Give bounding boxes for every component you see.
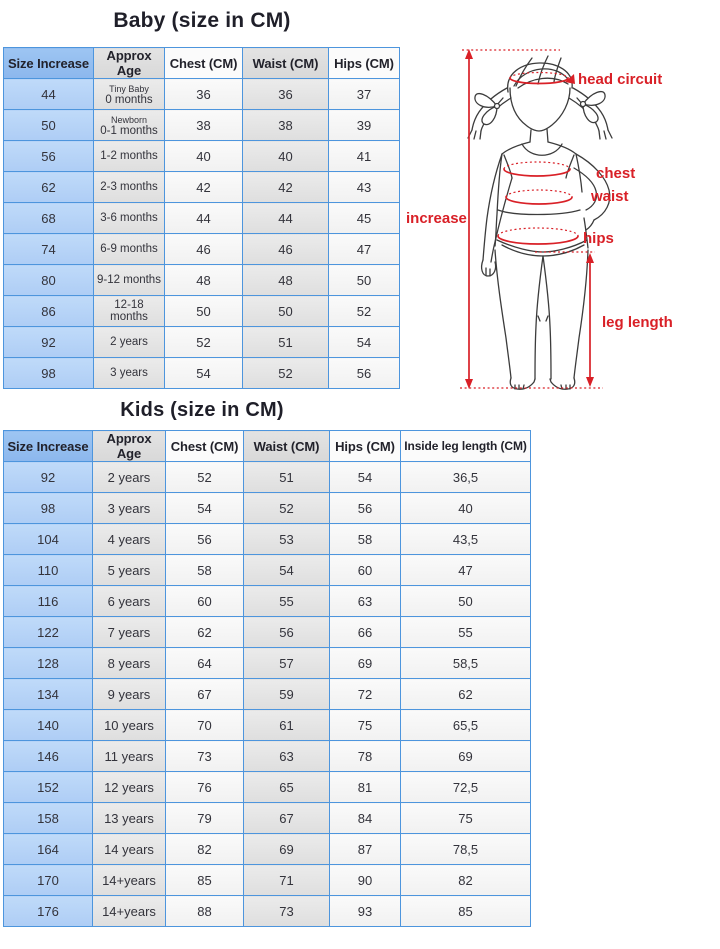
size-cell: 52 [244, 493, 330, 524]
age-note: Newborn [110, 114, 148, 125]
size-cell: 56 [330, 493, 401, 524]
size-row [4, 896, 531, 927]
size-cell: 46 [243, 234, 329, 265]
size-cell: 2 years [93, 462, 166, 493]
size-cell: 116 [4, 586, 93, 617]
size-cell: 44 [165, 203, 243, 234]
size-cell: 55 [244, 586, 330, 617]
size-cell: 42 [243, 172, 329, 203]
size-cell: 2-3 months [94, 172, 165, 203]
size-cell: 40 [401, 493, 531, 524]
size-row [4, 524, 531, 555]
size-cell: 9-12 months [94, 265, 165, 296]
size-cell: 44 [4, 79, 94, 110]
size-cell: 14+years [93, 896, 166, 927]
size-row [4, 555, 531, 586]
size-cell: 7 years [93, 617, 166, 648]
size-cell: 146 [4, 741, 93, 772]
column-header-6: Inside leg length (CM) [401, 431, 531, 462]
size-cell: 104 [4, 524, 93, 555]
size-cell: 44 [243, 203, 329, 234]
size-cell: 6 years [93, 586, 166, 617]
baby-size-table [3, 47, 400, 389]
size-cell: 64 [166, 648, 244, 679]
size-row [4, 172, 400, 203]
size-cell: 5 years [93, 555, 166, 586]
size-cell: 68 [4, 203, 94, 234]
size-cell: 164 [4, 834, 93, 865]
size-cell: 54 [165, 358, 243, 389]
size-cell: 56 [244, 617, 330, 648]
size-cell: 39 [329, 110, 400, 141]
size-row [4, 79, 400, 110]
size-cell: 3-6 months [94, 203, 165, 234]
size-cell: 56 [166, 524, 244, 555]
size-row [4, 586, 531, 617]
size-cell: 61 [244, 710, 330, 741]
size-row [4, 834, 531, 865]
size-cell: 71 [244, 865, 330, 896]
size-cell: 52 [243, 358, 329, 389]
size-row [4, 265, 400, 296]
size-cell: 74 [4, 234, 94, 265]
size-cell: 98 [4, 493, 93, 524]
size-cell: 50 [329, 265, 400, 296]
size-cell: 58 [166, 555, 244, 586]
size-cell: 62 [4, 172, 94, 203]
size-cell: 85 [166, 865, 244, 896]
size-cell: 10 years [93, 710, 166, 741]
size-cell: 37 [329, 79, 400, 110]
hips-label: hips [583, 230, 614, 247]
size-cell: 73 [166, 741, 244, 772]
chest-label: chest [596, 165, 636, 182]
size-cell: 57 [244, 648, 330, 679]
size-cell: 63 [244, 741, 330, 772]
kids-section-title: Kids (size in CM) [120, 399, 284, 421]
size-row [4, 358, 400, 389]
size-cell: 152 [4, 772, 93, 803]
hips-ellipse [498, 228, 578, 236]
waist-label: waist [591, 188, 629, 205]
size-row [4, 493, 531, 524]
column-header-2: Approx Age [94, 48, 165, 79]
size-cell: 51 [243, 327, 329, 358]
column-header-1: Size Increase [4, 431, 93, 462]
size-row [4, 865, 531, 896]
column-header-4: Waist (CM) [243, 48, 329, 79]
size-cell: 81 [330, 772, 401, 803]
age-text: 0 months [105, 93, 153, 106]
size-row [4, 234, 400, 265]
waist-ellipse [506, 190, 572, 197]
size-cell: 87 [330, 834, 401, 865]
size-row [4, 679, 531, 710]
measurement-figure [398, 38, 720, 398]
size-cell: 54 [330, 462, 401, 493]
size-cell: 75 [330, 710, 401, 741]
size-cell: 69 [244, 834, 330, 865]
size-cell: 60 [166, 586, 244, 617]
size-cell: 51 [244, 462, 330, 493]
size-cell: 43,5 [401, 524, 531, 555]
size-row [4, 741, 531, 772]
size-cell: 36 [165, 79, 243, 110]
size-cell: 85 [401, 896, 531, 927]
age-text: 0-1 months [100, 124, 158, 137]
kids-size-table [3, 430, 531, 927]
size-cell: 66 [330, 617, 401, 648]
size-cell: 36 [243, 79, 329, 110]
size-row [4, 203, 400, 234]
size-cell: 6-9 months [94, 234, 165, 265]
size-cell: 47 [329, 234, 400, 265]
size-cell: 53 [244, 524, 330, 555]
size-cell: 36,5 [401, 462, 531, 493]
size-cell: 98 [4, 358, 94, 389]
size-cell: 65 [244, 772, 330, 803]
chest-ellipse [504, 162, 570, 169]
size-cell: 9 years [93, 679, 166, 710]
size-row [4, 710, 531, 741]
size-row [4, 110, 400, 141]
size-cell: 48 [243, 265, 329, 296]
size-cell: 46 [165, 234, 243, 265]
head-circuit-label: head circuit [578, 71, 663, 88]
kids-table-body [4, 462, 531, 927]
size-cell: 134 [4, 679, 93, 710]
size-cell: 86 [4, 296, 94, 327]
size-cell: 63 [330, 586, 401, 617]
baby-table-body [4, 79, 400, 389]
size-row [4, 648, 531, 679]
size-cell: 50 [243, 296, 329, 327]
size-cell: 88 [166, 896, 244, 927]
column-header-1: Size Increase [4, 48, 94, 79]
column-header-5: Hips (CM) [329, 48, 400, 79]
size-cell: 54 [166, 493, 244, 524]
size-cell: 70 [166, 710, 244, 741]
size-cell: 79 [166, 803, 244, 834]
size-cell: 55 [401, 617, 531, 648]
size-cell: 158 [4, 803, 93, 834]
size-row [4, 617, 531, 648]
size-cell: 128 [4, 648, 93, 679]
size-row [4, 772, 531, 803]
increase-label: increase [406, 210, 467, 227]
size-cell: 75 [401, 803, 531, 834]
baby-section-title: Baby (size in CM) [113, 9, 291, 32]
size-cell: 12-18 months [94, 296, 165, 327]
size-cell: 56 [4, 141, 94, 172]
size-cell: 73 [244, 896, 330, 927]
size-cell: 84 [330, 803, 401, 834]
size-cell: 69 [401, 741, 531, 772]
size-cell: 78 [330, 741, 401, 772]
size-cell: 47 [401, 555, 531, 586]
size-cell: 12 years [93, 772, 166, 803]
size-cell: 140 [4, 710, 93, 741]
size-cell: 14+years [93, 865, 166, 896]
age-note: Tiny Baby [109, 83, 149, 94]
size-cell: 67 [166, 679, 244, 710]
size-cell: 170 [4, 865, 93, 896]
size-cell: 50 [401, 586, 531, 617]
size-cell: 65,5 [401, 710, 531, 741]
size-cell: 62 [401, 679, 531, 710]
size-cell: 48 [165, 265, 243, 296]
size-cell: 52 [329, 296, 400, 327]
size-cell: 11 years [93, 741, 166, 772]
size-cell: 60 [330, 555, 401, 586]
size-cell: 42 [165, 172, 243, 203]
size-cell: 43 [329, 172, 400, 203]
size-cell: 58,5 [401, 648, 531, 679]
size-cell: 58 [330, 524, 401, 555]
column-header-2: Approx Age [93, 431, 166, 462]
size-cell: 3 years [93, 493, 166, 524]
size-cell: 45 [329, 203, 400, 234]
size-cell: 54 [244, 555, 330, 586]
size-cell: 62 [166, 617, 244, 648]
kids-header-row [4, 431, 531, 462]
size-cell: 54 [329, 327, 400, 358]
size-cell: 52 [166, 462, 244, 493]
size-cell: 13 years [93, 803, 166, 834]
column-header-3: Chest (CM) [165, 48, 243, 79]
size-cell: 72,5 [401, 772, 531, 803]
leg-length-label: leg length [602, 314, 673, 331]
size-cell: 41 [329, 141, 400, 172]
size-row [4, 462, 531, 493]
size-cell: 40 [243, 141, 329, 172]
size-cell [94, 79, 165, 110]
size-cell: 40 [165, 141, 243, 172]
size-cell: 69 [330, 648, 401, 679]
size-cell: 56 [329, 358, 400, 389]
column-header-3: Chest (CM) [166, 431, 244, 462]
size-cell: 50 [165, 296, 243, 327]
size-cell: 59 [244, 679, 330, 710]
size-cell: 3 years [94, 358, 165, 389]
size-cell: 76 [166, 772, 244, 803]
size-row [4, 803, 531, 834]
size-cell: 67 [244, 803, 330, 834]
size-cell: 1-2 months [94, 141, 165, 172]
baby-header-row [4, 48, 400, 79]
size-cell [94, 110, 165, 141]
size-cell: 93 [330, 896, 401, 927]
child-measurement-illustration [398, 38, 720, 398]
size-cell: 90 [330, 865, 401, 896]
column-header-5: Hips (CM) [330, 431, 401, 462]
size-cell: 82 [166, 834, 244, 865]
column-header-4: Waist (CM) [244, 431, 330, 462]
size-cell: 92 [4, 462, 93, 493]
size-cell: 92 [4, 327, 94, 358]
size-row [4, 296, 400, 327]
size-cell: 38 [243, 110, 329, 141]
size-cell: 14 years [93, 834, 166, 865]
size-cell: 38 [165, 110, 243, 141]
size-cell: 78,5 [401, 834, 531, 865]
size-row [4, 327, 400, 358]
size-cell: 4 years [93, 524, 166, 555]
size-cell: 176 [4, 896, 93, 927]
size-row [4, 141, 400, 172]
size-cell: 52 [165, 327, 243, 358]
size-cell: 2 years [94, 327, 165, 358]
size-cell: 50 [4, 110, 94, 141]
size-cell: 80 [4, 265, 94, 296]
size-cell: 82 [401, 865, 531, 896]
size-cell: 110 [4, 555, 93, 586]
size-cell: 72 [330, 679, 401, 710]
size-cell: 8 years [93, 648, 166, 679]
size-cell: 122 [4, 617, 93, 648]
